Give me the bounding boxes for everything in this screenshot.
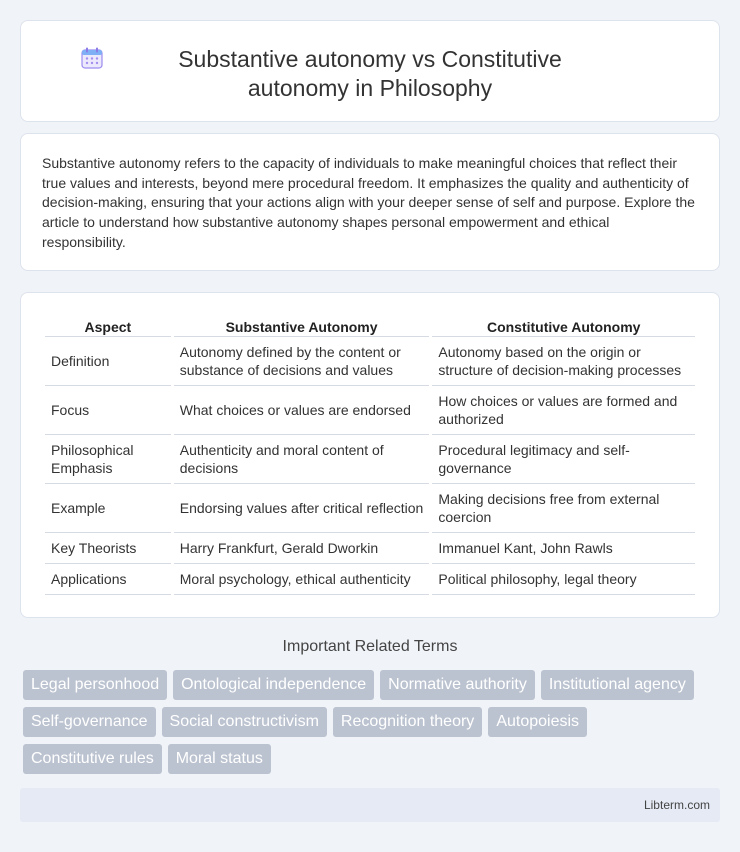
table-cell: Authenticity and moral content of decisions: [174, 435, 430, 484]
table-cell: How choices or values are formed and authorized: [432, 386, 695, 435]
footer: [20, 788, 720, 822]
table-cell: Applications: [45, 564, 171, 595]
header-constitutive: Constitutive Autonomy: [432, 315, 695, 337]
table-header-row: [45, 315, 695, 337]
table-cell: Immanuel Kant, John Rawls: [432, 533, 695, 564]
comparison-table: [42, 315, 698, 595]
header-substantive: Substantive Autonomy: [174, 315, 430, 337]
table-cell: Harry Frankfurt, Gerald Dworkin: [174, 533, 430, 564]
table-cell: Autonomy defined by the content or substance of decisions and values: [174, 337, 430, 386]
table-cell: Example: [45, 484, 171, 533]
table-cell: Philosophical Emphasis: [45, 435, 171, 484]
intro-card: [20, 133, 720, 271]
related-term-tag[interactable]: Legal personhood: [23, 670, 167, 700]
related-term-tag[interactable]: Ontological independence: [173, 670, 374, 700]
table-cell: What choices or values are endorsed: [174, 386, 430, 435]
table-cell: Political philosophy, legal theory: [432, 564, 695, 595]
table-row: [45, 386, 695, 435]
related-term-tag[interactable]: Recognition theory: [333, 707, 482, 737]
table-cell: Moral psychology, ethical authenticity: [174, 564, 430, 595]
related-term-tag[interactable]: Moral status: [168, 744, 271, 774]
table-cell: Definition: [45, 337, 171, 386]
title-card: [20, 20, 720, 122]
table-cell: Endorsing values after critical reflection: [174, 484, 430, 533]
page-title: Substantive autonomy vs Constitutive autonomy in Philosophy: [178, 46, 562, 101]
related-terms-heading: Important Related Terms: [282, 638, 458, 655]
footer-site-link[interactable]: Libterm.com: [643, 798, 710, 812]
table-row: [45, 564, 695, 595]
intro-paragraph: Substantive autonomy refers to the capacity of individuals to make meaningful choices that reflect their true values and interests, beyond mere procedural freedom. It emphasizes the quality and authenticity of decision-making, ensuring that your actions align with your deeper sense of self and purpose. Explore the article to understand how substantive autonomy shapes personal empowerment and ethical responsibility.: [42, 155, 695, 250]
table-cell: Autonomy based on the origin or structure of decision-making processes: [432, 337, 695, 386]
related-term-tag[interactable]: Institutional agency: [541, 670, 694, 700]
related-term-tag[interactable]: Autopoiesis: [488, 707, 587, 737]
table-cell: Focus: [45, 386, 171, 435]
related-terms-list: [23, 670, 713, 774]
table-row: [45, 435, 695, 484]
related-term-tag[interactable]: Social constructivism: [162, 707, 327, 737]
related-term-tag[interactable]: Normative authority: [380, 670, 535, 700]
table-cell: Key Theorists: [45, 533, 171, 564]
table-cell: Procedural legitimacy and self-governance: [432, 435, 695, 484]
related-term-tag[interactable]: Constitutive rules: [23, 744, 162, 774]
table-row: [45, 337, 695, 386]
comparison-table-card: [20, 292, 720, 618]
table-row: [45, 484, 695, 533]
related-term-tag[interactable]: Self-governance: [23, 707, 156, 737]
table-row: [45, 533, 695, 564]
header-aspect: Aspect: [45, 315, 171, 337]
table-cell: Making decisions free from external coercion: [432, 484, 695, 533]
